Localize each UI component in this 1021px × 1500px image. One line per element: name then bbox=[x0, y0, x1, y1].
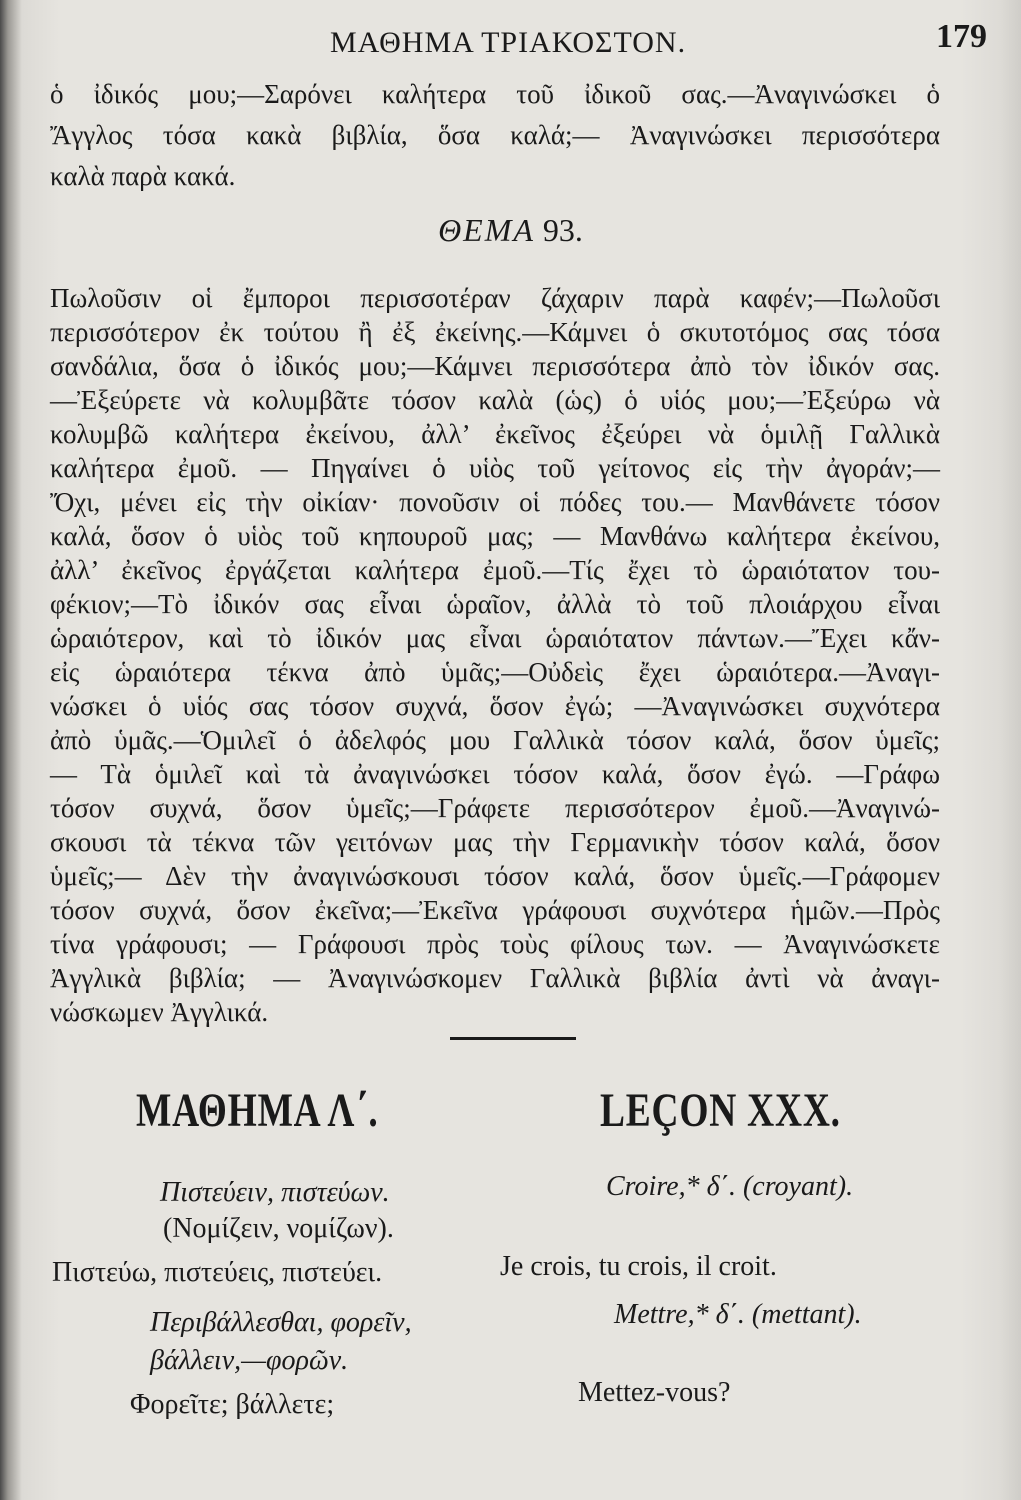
text-line: τόσον συχνά, ὅσον ἐκεῖνα;—Ἐκεῖνα γράφουσι συχνότερα ἡμῶν.—Πρὸς bbox=[50, 895, 940, 925]
vocab-greek-line: Πιστεύειν, πιστεύων. bbox=[160, 1177, 390, 1208]
text-line: —Ἐξεύρετε νὰ κολυμβᾶτε τόσον καλὰ (ὡς) ὁ υἱός μου;—Ἐξεύρω νὰ bbox=[50, 385, 940, 415]
vocab-french-line: Mettre,* δ΄. (mettant). bbox=[614, 1299, 862, 1330]
text-line: τίνα γράφουσι; — Γράφουσι πρὸς τοὺς φίλους των. — Ἀναγινώσκετε bbox=[50, 929, 940, 959]
theme-heading bbox=[0, 212, 1021, 248]
text-line: Ὄχι, μένει εἰς τὴν οἰκίαν· πονοῦσιν οἱ πόδες του.— Μανθάνετε τόσον bbox=[50, 487, 940, 517]
text-line: φέκιον;—Τὸ ἰδικόν σας εἶναι ὡραῖον, ἀλλὰ τὸ τοῦ πλοιάρχου εἶναι bbox=[50, 589, 940, 619]
vocab-greek-line: βάλλειν,—φορῶν. bbox=[150, 1345, 349, 1376]
running-head bbox=[0, 18, 1021, 58]
vocab-french-line: Croire,* δ΄. (croyant). bbox=[606, 1171, 854, 1202]
text-line: τόσον συχνά, ὅσον ὑμεῖς;—Γράφετε περισσότερον ἐμοῦ.—Ἀναγινώ- bbox=[50, 793, 940, 823]
section-divider bbox=[450, 1037, 576, 1040]
vocab-french-line: Je crois, tu crois, il croit. bbox=[500, 1251, 777, 1282]
text-line: Ἀγγλικὰ βιβλία; — Ἀναγινώσκομεν Γαλλικὰ βιβλία ἀντὶ νὰ ἀναγι- bbox=[50, 963, 940, 993]
text-line: ἀλλ’ ἐκεῖνος ἐργάζεται καλήτερα ἐμοῦ.—Τίς ἔχει τὸ ὡραιότατον του- bbox=[50, 555, 940, 585]
vocab-greek-line: (Νομίζειν, νομίζων). bbox=[163, 1213, 394, 1244]
theme-number: 93. bbox=[542, 212, 583, 248]
text-line: Πωλοῦσιν οἱ ἔμποροι περισσοτέραν ζάχαριν παρὰ καφέν;—Πωλοῦσι bbox=[50, 283, 940, 313]
text-line: κολυμβῶ καλήτερα ἐκείνου, ἀλλ’ ἐκεῖνος ἐξεύρει νὰ ὁμιλῇ Γαλλικὰ bbox=[50, 419, 940, 449]
text-line: καλά, ὅσον ὁ υἱὸς τοῦ κηπουροῦ μας; — Μανθάνω καλήτερα ἐκείνου, bbox=[50, 521, 940, 551]
theme-label: ΘΕΜΑ bbox=[438, 212, 535, 248]
text-line: περισσότερον ἐκ τούτου ἢ ἐξ ἐκείνης.—Κάμνει ὁ σκυτοτόμος σας τόσα bbox=[50, 317, 940, 347]
vocab-french-line: Mettez-vous? bbox=[578, 1377, 731, 1408]
text-line: εἰς ὡραιότερα τέκνα ἀπὸ ὑμᾶς;—Οὐδεὶς ἔχει ὡραιότερα.—Ἀναγι- bbox=[50, 657, 940, 687]
text-line: καλὰ παρὰ κακά. bbox=[50, 161, 236, 191]
lesson-title-greek: ΜΑΘΗΜΑ Λ΄. bbox=[136, 1084, 379, 1137]
text-line: — Τὰ ὁμιλεῖ καὶ τὰ ἀναγινώσκει τόσον καλά, ὅσον ἐγώ. —Γράφω bbox=[50, 759, 940, 789]
text-line: καλήτερα ἐμοῦ. — Πηγαίνει ὁ υἱὸς τοῦ γείτονος εἰς τὴν ἀγοράν;— bbox=[50, 453, 940, 483]
text-line: ἀπὸ ὑμᾶς.—Ὁμιλεῖ ὁ ἀδελφός μου Γαλλικὰ τόσον καλά, ὅσον ὑμεῖς; bbox=[50, 725, 940, 755]
running-title: ΜΑΘΗΜΑ ΤΡΙΑΚΟΣΤΟΝ. bbox=[330, 26, 687, 59]
text-line: Ἄγγλος τόσα κακὰ βιβλία, ὅσα καλά;— Ἀναγινώσκει περισσότερα bbox=[50, 120, 940, 150]
vocab-greek-line: Πιστεύω, πιστεύεις, πιστεύει. bbox=[52, 1257, 383, 1288]
lesson-title-french: LEÇON XXX. bbox=[600, 1084, 841, 1137]
text-line: ὑμεῖς;— Δὲν τὴν ἀναγινώσκουσι τόσον καλά, ὅσον ὑμεῖς.—Γράφομεν bbox=[50, 861, 940, 891]
text-line: ὡραιότερον, καὶ τὸ ἰδικόν μας εἶναι ὡραιότατον πάντων.—Ἔχει κἄν- bbox=[50, 623, 940, 653]
text-line: ὁ ἰδικός μου;—Σαρόνει καλήτερα τοῦ ἰδικοῦ σας.—Ἀναγινώσκει ὁ bbox=[50, 79, 940, 109]
text-line: νώσκωμεν Ἀγγλικά. bbox=[50, 997, 269, 1027]
text-line: σανδάλια, ὅσα ὁ ἰδικός μου;—Κάμνει περισσότερα ἀπὸ τὸν ἰδικόν σας. bbox=[50, 351, 940, 381]
text-line: σκουσι τὰ τέκνα τῶν γειτόνων μας τὴν Γερμανικὴν τόσον καλά, ὅσον bbox=[50, 827, 940, 857]
text-line: νώσκει ὁ υἱός σας τόσον συχνά, ὅσον ἐγώ; —Ἀναγινώσκει συχνότερα bbox=[50, 691, 940, 721]
vocab-greek-line: Φορεῖτε; βάλλετε; bbox=[130, 1389, 335, 1420]
vocab-greek-line: Περιβάλλεσθαι, φορεῖν, bbox=[150, 1307, 412, 1338]
page-number: 179 bbox=[936, 18, 987, 55]
